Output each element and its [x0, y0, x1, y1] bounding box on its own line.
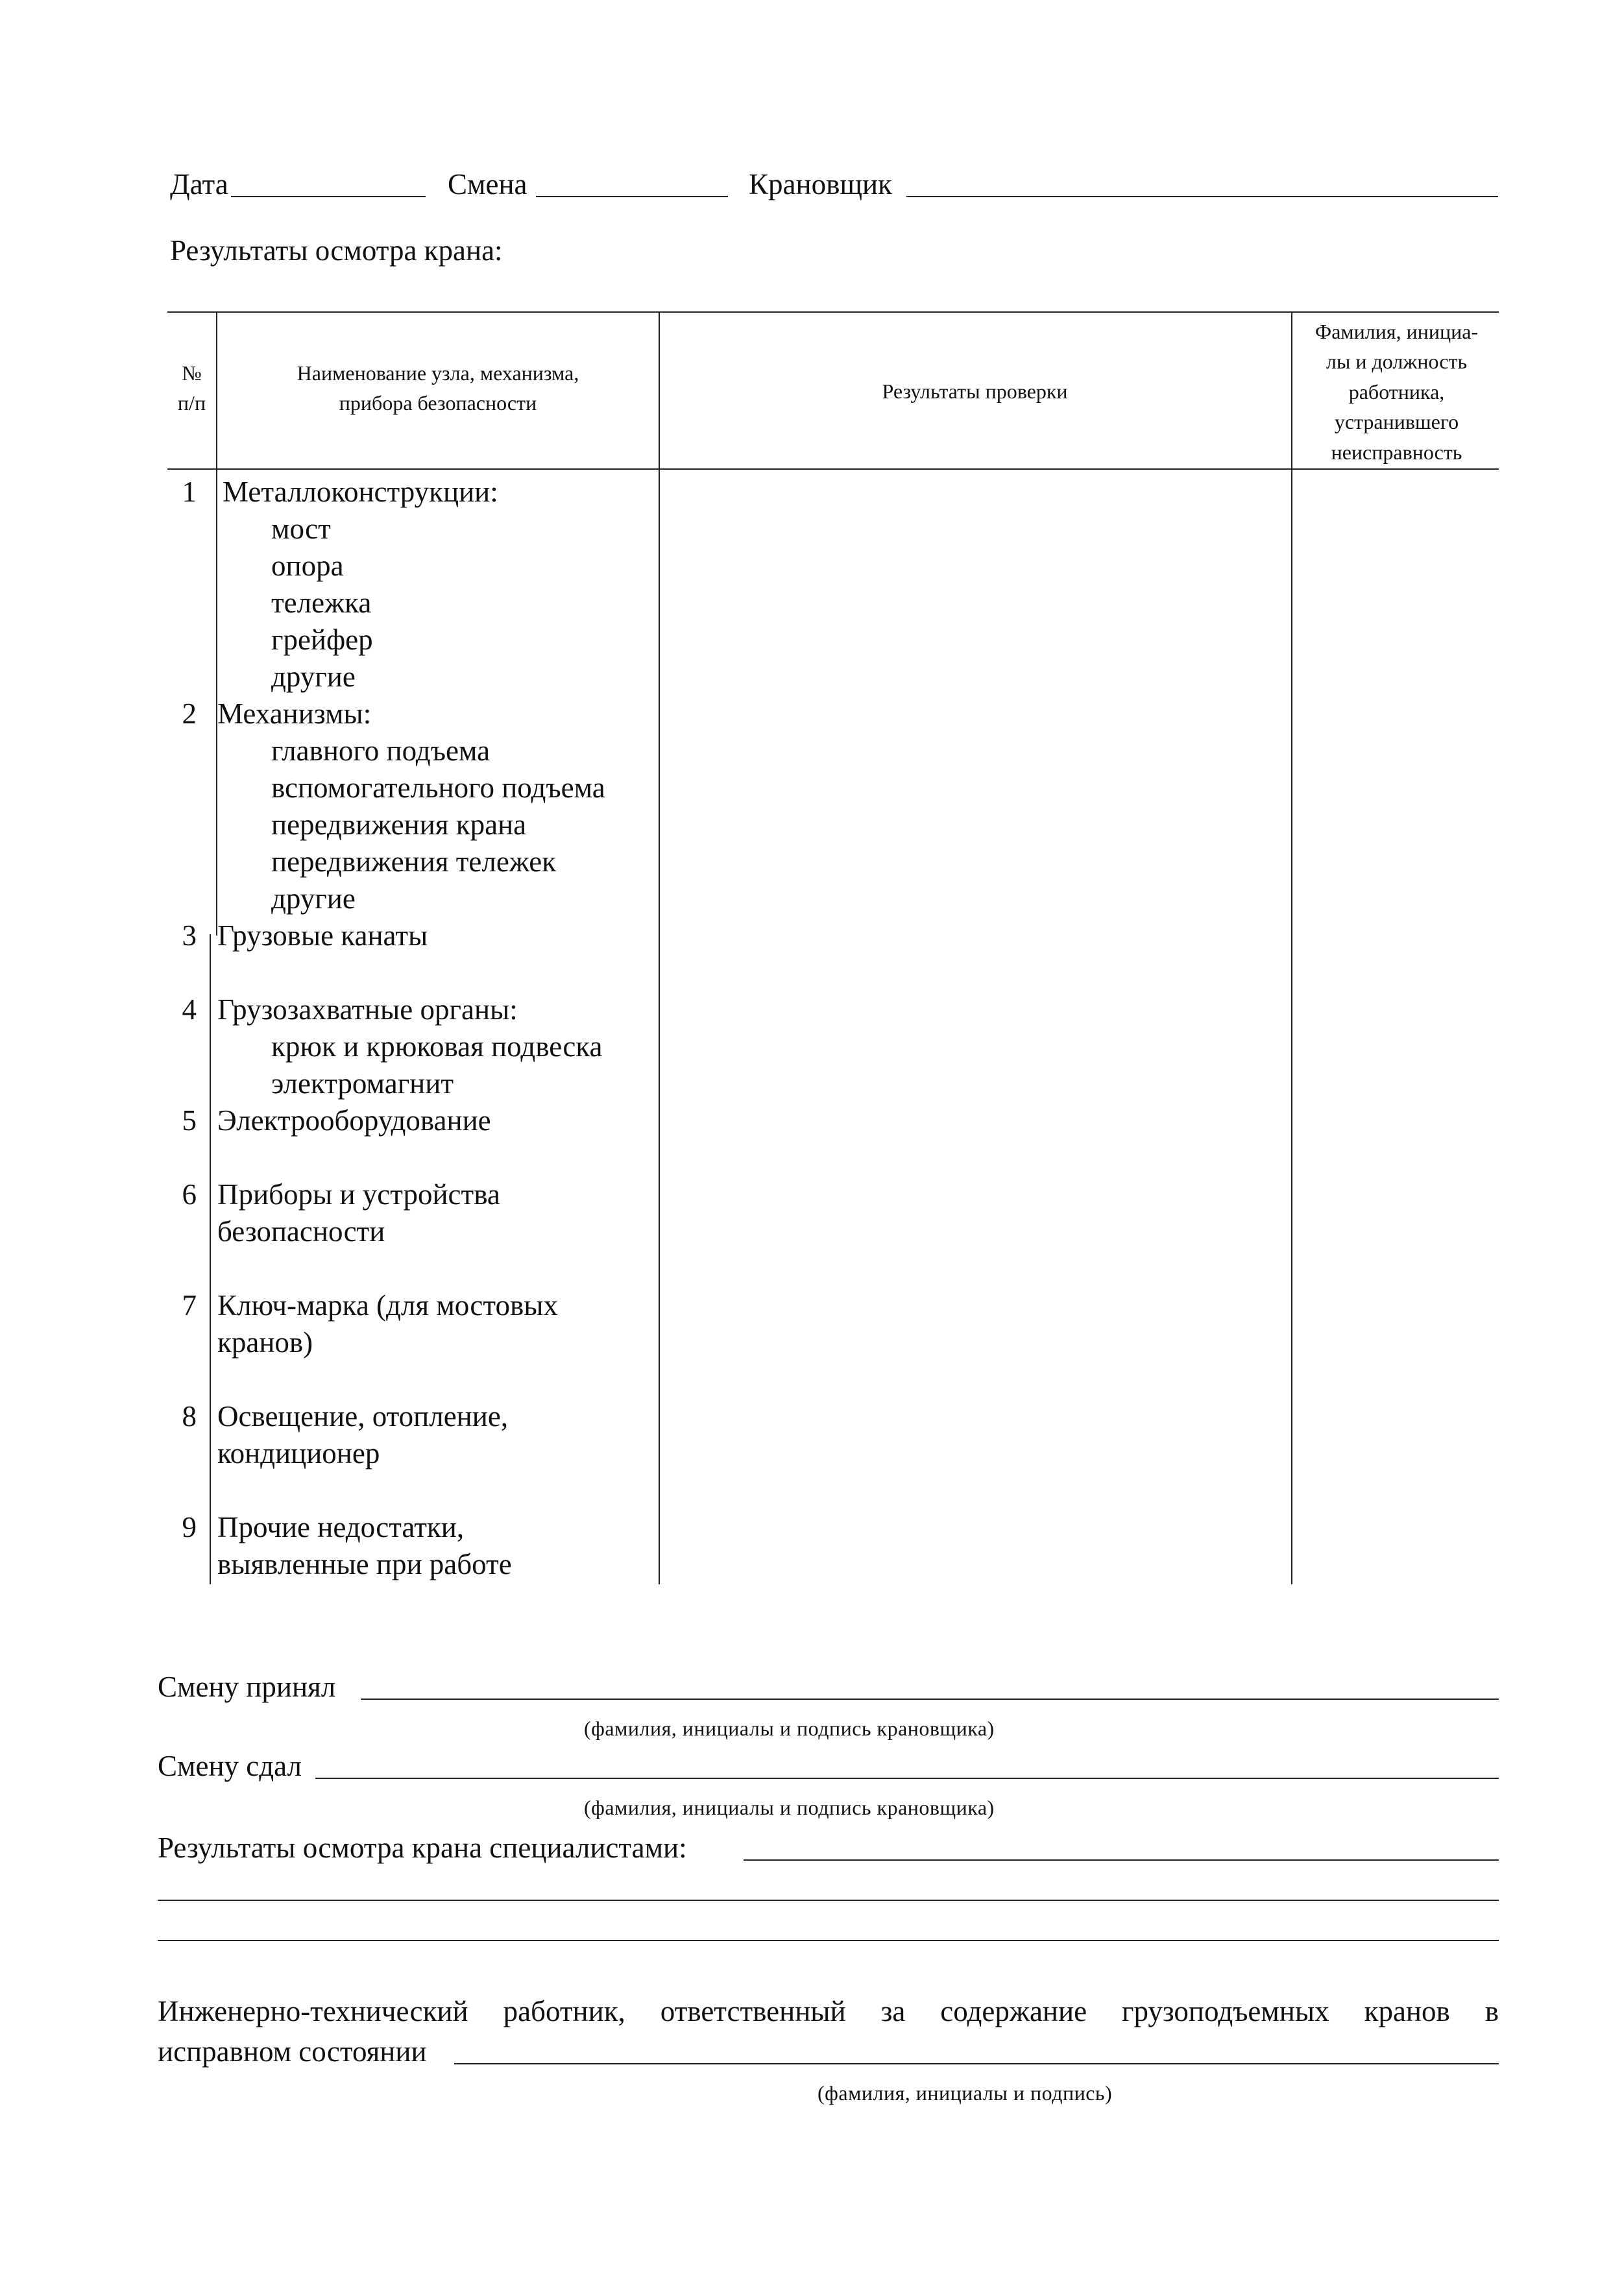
engineer-signature-field[interactable] [454, 2063, 1499, 2064]
engineer-caption: (фамилия, инициалы и подпись) [818, 2081, 1113, 2105]
shift-field[interactable] [536, 196, 728, 197]
row-3-number: 3 [182, 919, 197, 952]
specialists-results-label: Результаты осмотра крана специалистами: [158, 1832, 687, 1864]
row-2-sub-2: вспомогательного подъема [271, 771, 605, 804]
row-8-number: 8 [182, 1400, 197, 1433]
operator-field[interactable] [906, 196, 1498, 197]
row-1-sub-1: мост [271, 513, 331, 545]
row-2-title: Механизмы: [217, 697, 372, 730]
shift-label: Смена [448, 168, 527, 200]
row-5-number: 5 [182, 1104, 197, 1137]
specialists-results-line-3[interactable] [158, 1940, 1499, 1941]
row-8-title: Освещение, отопление, кондиционер [217, 1400, 509, 1469]
row-6-number: 6 [182, 1178, 197, 1211]
specialists-results-field[interactable] [744, 1859, 1499, 1861]
row-5-title: Электрооборудование [217, 1104, 491, 1137]
table-col-divider-1b [210, 934, 211, 1584]
shift-accepted-label: Смену принял [158, 1671, 336, 1703]
row-4-sub-2: электромагнит [271, 1067, 454, 1100]
header-name: Наименование узла, механизма, прибора безопасности [297, 361, 579, 415]
row-4-title: Грузозахватные органы: [217, 993, 518, 1026]
row-6-title: Приборы и устройства безопасности [217, 1178, 500, 1248]
row-2-sub-5: другие [271, 882, 356, 915]
header-no: № п/п [177, 361, 206, 415]
header-worker: Фамилия, инициа- лы и должность работника, устранившего неисправность [1315, 320, 1479, 464]
shift-handed-caption: (фамилия, инициалы и подпись крановщика) [584, 1796, 995, 1819]
shift-accepted-field[interactable] [361, 1699, 1499, 1700]
shift-accepted-caption: (фамилия, инициалы и подпись крановщика) [584, 1717, 995, 1740]
date-field[interactable] [231, 196, 426, 197]
row-1-sub-2: опора [271, 550, 344, 582]
row-1-title: Металлоконструкции: [223, 476, 498, 508]
shift-handed-label: Смену сдал [158, 1750, 302, 1782]
row-1-number: 1 [182, 476, 197, 508]
row-1-sub-3: тележка [271, 586, 372, 619]
table-col-divider-1 [216, 311, 217, 936]
engineer-label-line-1: Инженерно-технический работник, ответственный за содержание грузоподъемных кранов в [158, 1995, 1499, 2027]
row-1-sub-4: грейфер [271, 623, 373, 656]
engineer-label-line-2: исправном состоянии [158, 2035, 427, 2068]
row-4-sub-1: крюк и крюковая подвеска [271, 1030, 603, 1063]
row-7-number: 7 [182, 1289, 197, 1322]
inspection-title: Результаты осмотра крана: [170, 234, 503, 267]
header-results: Результаты проверки [882, 380, 1068, 403]
row-9-number: 9 [182, 1511, 197, 1543]
row-2-sub-4: передвижения тележек [271, 845, 557, 878]
specialists-results-line-2[interactable] [158, 1900, 1499, 1901]
row-2-sub-1: главного подъема [271, 734, 491, 767]
row-9-title: Прочие недостатки, выявленные при работе [217, 1511, 512, 1580]
row-7-title: Ключ-марка (для мостовых кранов) [217, 1289, 558, 1359]
row-3-title: Грузовые канаты [217, 919, 428, 952]
table-header-border [167, 468, 1499, 470]
date-label: Дата [170, 168, 228, 200]
table-top-border [167, 311, 1499, 313]
row-1-sub-5: другие [271, 660, 356, 693]
row-4-number: 4 [182, 993, 197, 1026]
row-2-sub-3: передвижения крана [271, 808, 527, 841]
table-col-divider-2 [659, 311, 660, 1584]
table-col-divider-3 [1291, 311, 1292, 1584]
row-2-number: 2 [182, 697, 197, 730]
operator-label: Крановщик [749, 168, 892, 200]
shift-handed-field[interactable] [315, 1778, 1499, 1779]
